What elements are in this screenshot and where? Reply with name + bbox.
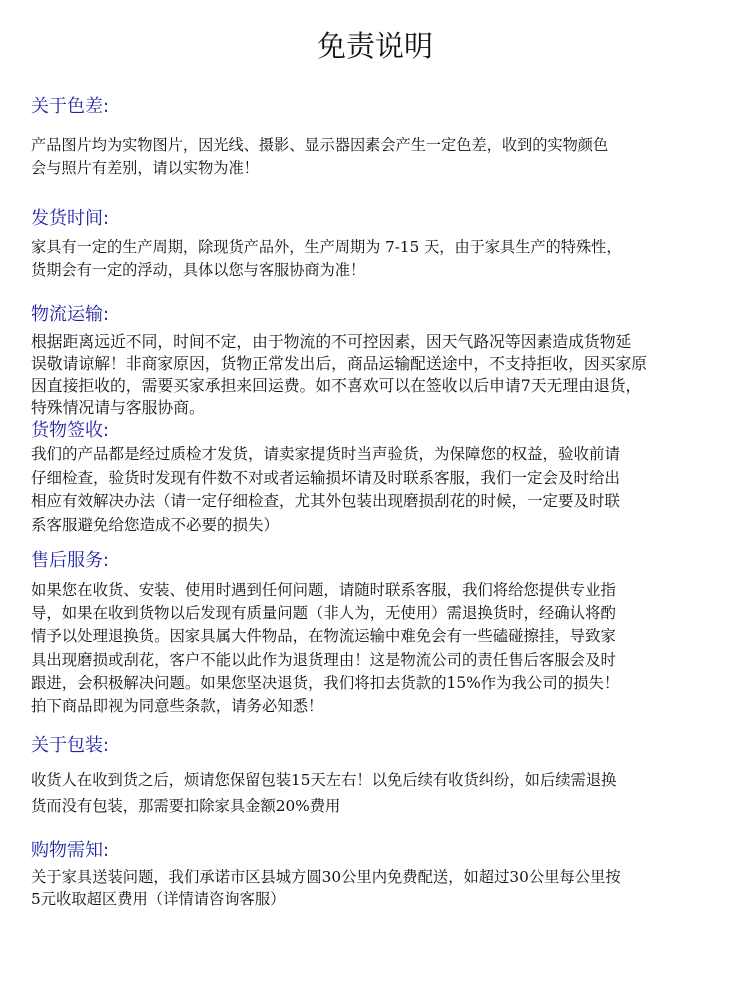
paragraph-line: 系客服避免给您造成不必要的损失） bbox=[31, 515, 280, 534]
paragraph-line: 根据距离远近不同，时间不定，由于物流的不可控因素，因天气路况等因素造成货物延 bbox=[31, 332, 632, 351]
page-title: 免责说明 bbox=[316, 29, 433, 63]
paragraph-line: 仔细检查，验货时发现有件数不对或者运输损坏请及时联系客服，我们一定会及时给出 bbox=[31, 468, 621, 487]
paragraph-line: 我们的产品都是经过质检才发货，请卖家提货时当声验货，为保障您的权益，验收前请 bbox=[31, 445, 621, 463]
section-body-color-difference bbox=[31, 134, 608, 180]
paragraph-line: 因直接拒收的，需要买家承担来回运费。如不喜欢可以在签收以后申请7天无理由退货， bbox=[31, 376, 642, 395]
paragraph-line: 相应有效解决办法（请一定仔细检查，尤其外包装出现磨损刮花的时候，一定要及时联 bbox=[31, 492, 621, 510]
section-heading-goods-receipt: 货物签收: bbox=[31, 420, 110, 441]
paragraph-line: 5元收取超区费用（详情请咨询客服） bbox=[31, 890, 286, 908]
paragraph-line: 如果您在收货、安装、使用时遇到任何问题，请随时联系客服，我们将给您提供专业指 bbox=[31, 581, 616, 599]
paragraph-line: 家具有一定的生产周期，除现货产品外，生产周期为 7-15 天，由于家具生产的特殊性， bbox=[31, 238, 622, 256]
paragraph-line: 会与照片有差别，请以实物为准！ bbox=[31, 159, 259, 177]
section-body-purchase-notes bbox=[31, 866, 621, 910]
paragraph-line: 误敬请谅解！非商家原因，货物正常发出后，商品运输配送途中，不支持拒收，因买家原 bbox=[31, 354, 648, 373]
paragraph-line: 货而没有包装，那需要扣除家具金额20%费用 bbox=[31, 797, 341, 815]
section-heading-after-sales: 售后服务: bbox=[31, 550, 110, 571]
section-heading-logistics: 物流运输: bbox=[31, 304, 110, 325]
paragraph-line: 拍下商品即视为同意些条款，请务必知悉！ bbox=[31, 697, 324, 716]
paragraph-line: 关于家具送装问题，我们承诺市区县城方圆30公里内免费配送，如超过30公里每公里按 bbox=[31, 868, 621, 886]
paragraph-line: 跟进，会积极解决问题。如果您坚决退货，我们将扣去货款的15%作为我公司的损失！ bbox=[31, 673, 620, 692]
paragraph-line: 情予以处理退换货。因家具属大件物品，在物流运输中难免会有一些磕碰擦挂，导致家 bbox=[31, 627, 616, 646]
section-heading-color-difference: 关于色差: bbox=[31, 96, 110, 117]
paragraph-line: 收货人在收到货之后，烦请您保留包装15天左右！以免后续有收货纠纷，如后续需退换 bbox=[31, 771, 617, 789]
section-heading-shipping-time: 发货时间: bbox=[31, 208, 110, 229]
section-body-logistics bbox=[31, 331, 647, 419]
section-body-shipping-time bbox=[31, 236, 622, 282]
paragraph-line: 具出现磨损或刮花，客户不能以此作为退货理由！这是物流公司的责任售后客服会及时 bbox=[31, 650, 616, 669]
section-body-packaging bbox=[31, 767, 616, 819]
paragraph-line: 特殊情况请与客服协商。 bbox=[31, 398, 205, 417]
section-heading-packaging: 关于包装: bbox=[31, 735, 110, 756]
paragraph-line: 导，如果在收到货物以后发现有质量问题（非人为，无使用）需退换货时，经确认将酌 bbox=[31, 604, 616, 623]
paragraph-line: 产品图片均为实物图片，因光线、摄影、显示器因素会产生一定色差，收到的实物颜色 bbox=[31, 136, 609, 154]
section-heading-purchase-notes: 购物需知: bbox=[31, 840, 110, 861]
section-body-goods-receipt bbox=[31, 443, 620, 537]
paragraph-line: 货期会有一定的浮动，具体以您与客服协商为准！ bbox=[31, 261, 366, 279]
section-body-after-sales bbox=[31, 579, 619, 718]
